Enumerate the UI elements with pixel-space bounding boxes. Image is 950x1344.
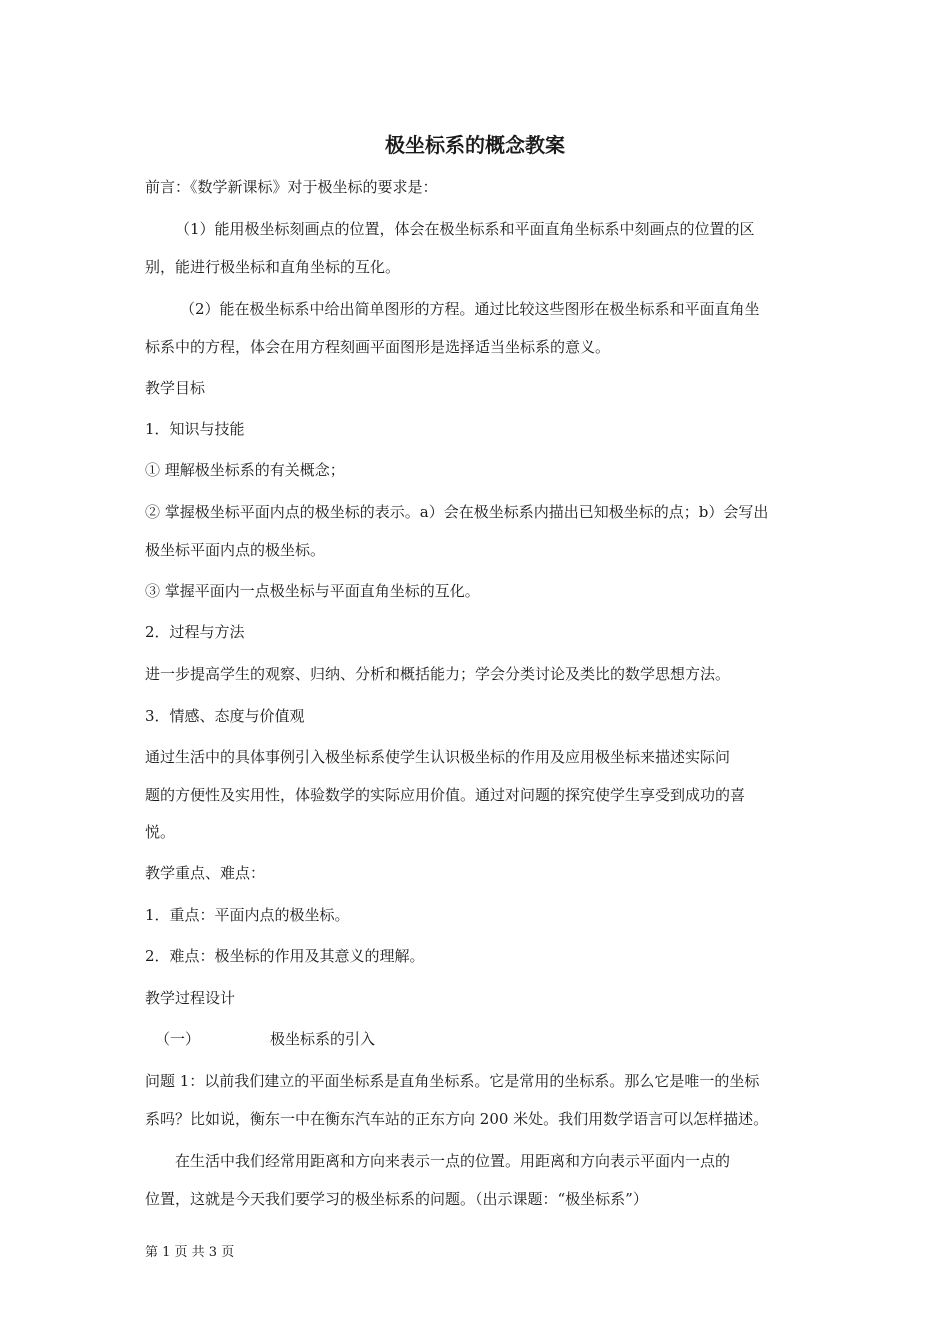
goal-3-heading: 3．情感、态度与价值观	[145, 707, 305, 725]
goals-heading: 教学目标	[145, 379, 206, 397]
question-1-line-1: 问题 1：以前我们建立的平面坐标系是直角坐标系。它是常用的坐标系。那么它是唯一的坐标	[145, 1072, 760, 1090]
section-1-title: 极坐标系的引入	[270, 1030, 376, 1048]
goal-3-line-3: 悦。	[145, 823, 176, 841]
goal-1-item-1: ① 理解极坐标系的有关概念；	[145, 461, 345, 479]
paragraph-line-2: 位置，这就是今天我们要学习的极坐标系的问题。（出示课题：“极坐标系”）	[145, 1190, 648, 1208]
key-point-1: 1．重点：平面内点的极坐标。	[145, 906, 350, 924]
requirement-1-line-2: 别，能进行极坐标和直角坐标的互化。	[145, 258, 401, 276]
key-points-heading: 教学重点、难点：	[145, 864, 266, 882]
goal-1-item-2-line-1: ② 掌握极坐标平面内点的极坐标的表示。a）会在极坐标系内描出已知极坐标的点；b）会写出	[145, 503, 769, 521]
goal-1-item-3: ③ 掌握平面内一点极坐标与平面直角坐标的互化。	[145, 582, 480, 600]
process-heading: 教学过程设计	[145, 989, 236, 1007]
question-1-line-2: 系吗？比如说，衡东一中在衡东汽车站的正东方向 200 米处。我们用数学语言可以怎样描述。	[145, 1110, 769, 1128]
section-1-number: （一）	[155, 1030, 201, 1048]
preface: 前言：《数学新课标》对于极坐标的要求是：	[145, 178, 438, 196]
page-footer: 第 1 页 共 3 页	[145, 1245, 235, 1260]
goal-2-text: 进一步提高学生的观察、归纳、分析和概括能力；学会分类讨论及类比的数学思想方法。	[145, 665, 731, 683]
requirement-2-line-1: （2）能在极坐标系中给出简单图形的方程。通过比较这些图形在极坐标系和平面直角坐	[180, 300, 760, 318]
goal-3-line-1: 通过生活中的具体事例引入极坐标系使学生认识极坐标的作用及应用极坐标来描述实际问	[145, 748, 731, 766]
goal-3-line-2: 题的方便性及实用性，体验数学的实际应用价值。通过对问题的探究使学生享受到成功的喜	[145, 786, 746, 804]
key-point-2: 2．难点：极坐标的作用及其意义的理解。	[145, 947, 425, 965]
goal-1-item-2-line-2: 极坐标平面内点的极坐标。	[145, 541, 326, 559]
requirement-2-line-2: 标系中的方程，体会在用方程刻画平面图形是选择适当坐标系的意义。	[145, 338, 611, 356]
goal-1-heading: 1．知识与技能	[145, 420, 245, 438]
goal-2-heading: 2．过程与方法	[145, 623, 245, 641]
paragraph-line-1: 在生活中我们经常用距离和方向来表示一点的位置。用距离和方向表示平面内一点的	[175, 1152, 731, 1170]
document-title: 极坐标系的概念教案	[385, 133, 565, 157]
requirement-1-line-1: （1）能用极坐标刻画点的位置，体会在极坐标系和平面直角坐标系中刻画点的位置的区	[175, 220, 755, 238]
